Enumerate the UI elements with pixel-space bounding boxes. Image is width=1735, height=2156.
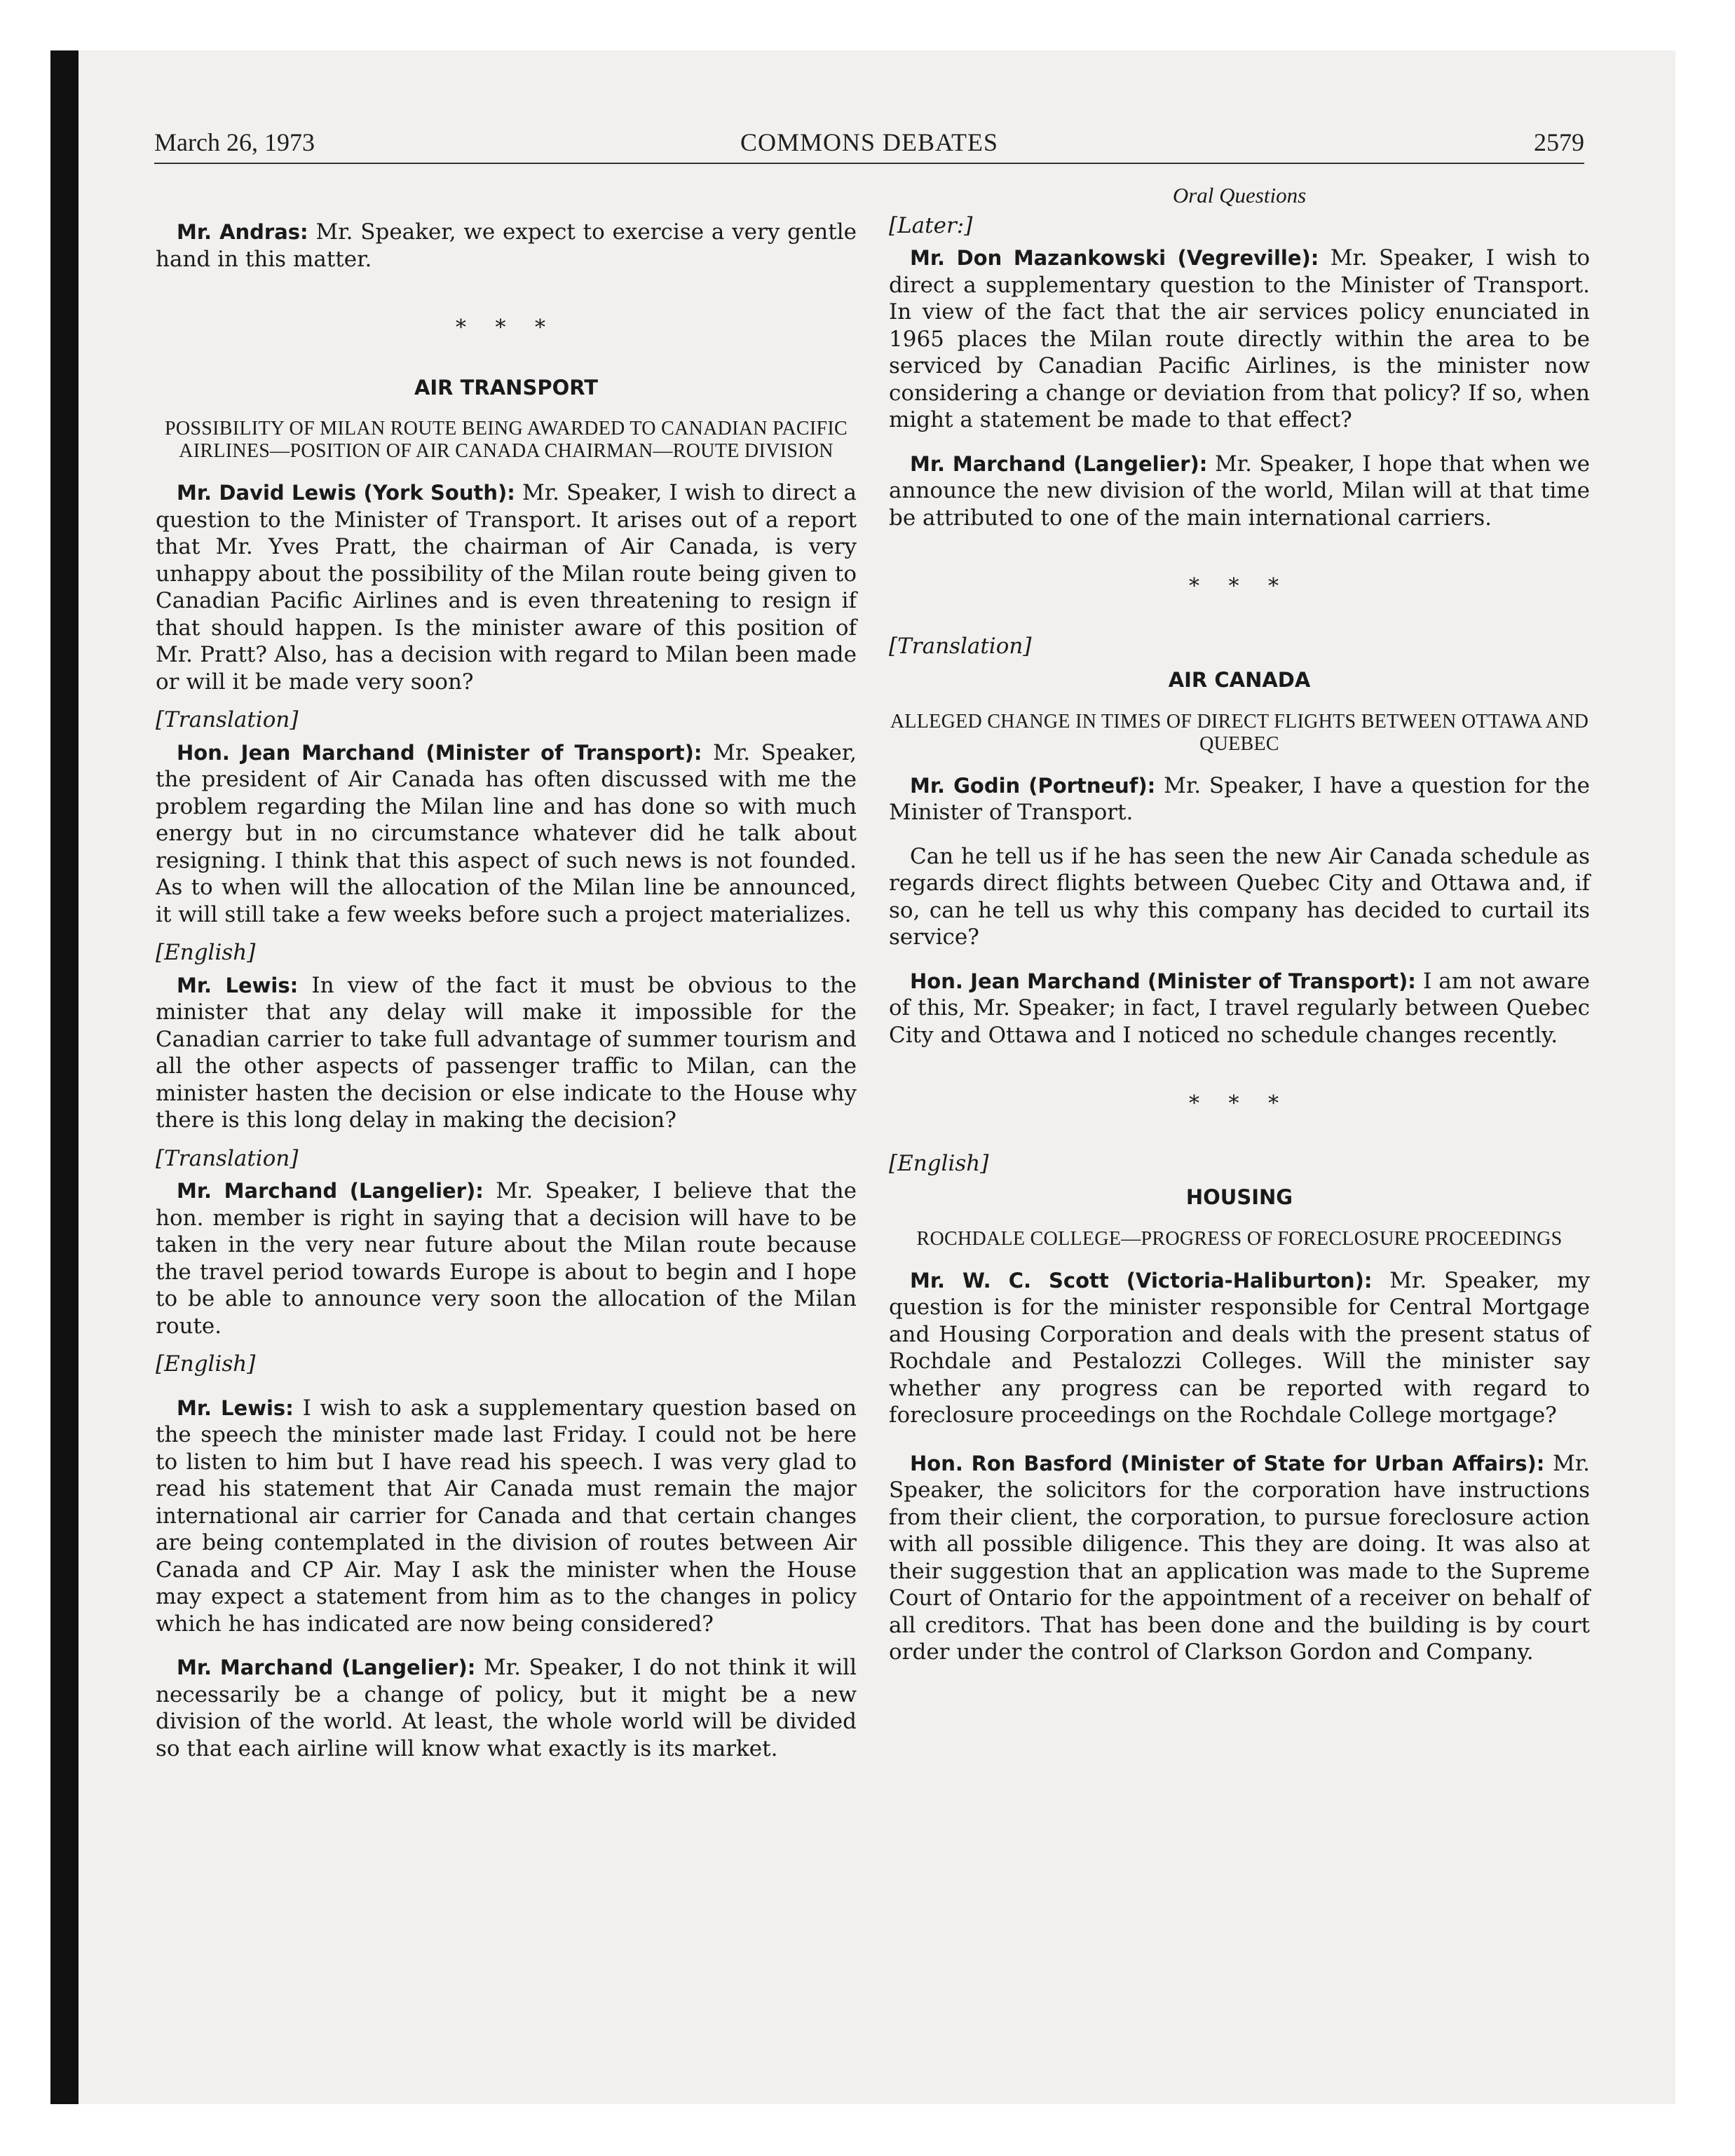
paragraph: [156, 479, 857, 695]
speaker-name: Mr. Marchand (Langelier):: [910, 451, 1208, 476]
language-tag: [Translation]: [889, 633, 1032, 659]
section-subtitle: ROCHDALE COLLEGE—PROGRESS OF FORECLOSURE PROCEEDINGS: [916, 1227, 1563, 1250]
section-title: HOUSING: [1185, 1185, 1293, 1209]
paragraph: [156, 739, 857, 929]
speech-text: In view of the fact it must be obvious to the minister that any delay will make it impossible for the Canadian carrier to take full advantage of summer tourism and all the other aspects of passenger traffic to Milan, can the minister hasten the decision or else indicate to the House why there is this long delay in making the decision?: [156, 972, 857, 1133]
page-header: [154, 128, 1584, 164]
header-page-number: 2579: [1534, 128, 1584, 156]
paragraph: [156, 1395, 857, 1638]
speech-text: Can he tell us if he has seen the new Air Canada schedule as regards direct flights between Quebec City and Ottawa and, if so, can he tell us why this company has decided to curtail its service?: [889, 843, 1590, 950]
paragraph: [889, 772, 1590, 826]
speaker-name: Mr. Lewis:: [177, 973, 299, 997]
speaker-name: Mr. Marchand (Langelier):: [177, 1656, 476, 1679]
paragraph: [889, 1450, 1590, 1666]
header-date: March 26, 1973: [154, 128, 315, 156]
speaker-name: Mr. Lewis:: [177, 1396, 294, 1420]
paragraph: [889, 843, 1590, 951]
section-title: AIR CANADA: [1168, 668, 1311, 692]
later-tag: [Later:]: [889, 212, 973, 238]
speech-text: Mr. Speaker, the solicitors for the corporation have instructions from their client, the corporation, to pursue foreclosure action with all possible diligence. This they are doing. It was also at their suggestion that an application was made to the Supreme Court of Ontario for the appointment of a receiver on behalf of all creditors. That has been done and the building is by court order under the control of Clarkson Gordon and Company.: [889, 1450, 1590, 1665]
speech-text: Mr. Speaker, I wish to direct a question to the Minister of Transport. It arises out of a report that Mr. Yves Pratt, the chairman of Air Canada, is very unhappy about the possibility of the Milan route being given to Canadian Pacific Airlines and is even threatening to resign if that should happen. Is the minister aware of this position of Mr. Pratt? Also, has a decision with regard to Milan been made or will it be made very soon?: [156, 480, 857, 695]
paragraph: [156, 1654, 857, 1762]
speaker-name: Hon. Jean Marchand (Minister of Transport):: [910, 969, 1416, 993]
speech-text: Mr. Speaker, I believe that the hon. member is right in saying that a decision will have to be taken in the very near future about the Milan route because the travel period towards Europe is about to begin and I hope to be able to announce very soon the allocation of the Milan route.: [156, 1178, 857, 1339]
section-subtitle: POSSIBILITY OF MILAN ROUTE BEING AWARDED TO CANADIAN PACIFIC AIRLINES—POSITION OF AIR CANADA CHAIRMAN—ROUTE DIVISION: [164, 418, 848, 462]
speech-text: Mr. Speaker, the president of Air Canada has often discussed with me the problem regarding the Milan line and has done so with much energy but in no circumstance whatever did he talk about resigning. I think that this aspect of such news is not founded. As to when will the allocation of the Milan line be announced, it will still take a few weeks before such a project materializes.: [156, 739, 857, 927]
speech-text: Mr. Speaker, I do not think it will necessarily be a change of policy, but it might be a new division of the world. At least, the whole world will be divided so that each airline will know what exactly is its market.: [156, 1655, 857, 1761]
speaker-name: Hon. Jean Marchand (Minister of Transport):: [177, 740, 702, 765]
language-tag: [Translation]: [156, 1145, 299, 1171]
language-tag: [English]: [889, 1150, 989, 1176]
scan-edge-bar: [50, 50, 79, 2104]
speaker-name: Mr. David Lewis (York South):: [177, 481, 515, 505]
paragraph: [156, 219, 857, 273]
language-tag: [English]: [156, 940, 256, 965]
speech-text: I am not aware of this, Mr. Speaker; in fact, I travel regularly between Quebec City and Ottawa and I noticed no schedule changes recently.: [889, 968, 1590, 1048]
right-column: [889, 175, 1590, 1677]
header-rule: [154, 163, 1584, 164]
speech-text: I wish to ask a supplementary question based on the speech the minister made last Friday. I could not be here to listen to him but I have read his speech. I was very glad to read his statement that Air Canada must remain the major international air carrier for Canada and that certain changes are being contemplated in the division of routes between Air Canada and CP Air. May I ask the minister when the House may expect a statement from him as to the changes in policy which he has indicated are now being considered?: [156, 1395, 857, 1637]
paragraph: [889, 451, 1590, 532]
speech-text: Mr. Speaker, I wish to direct a supplementary question to the Minister of Transport. In view of the fact that the air services policy enunciated in 1965 places the Milan route directly within the area to be serviced by Canadian Pacific Airlines, is the minister now considering a change or deviation from that policy? If so, when might a statement be made to that effect?: [889, 245, 1590, 432]
speaker-name: Mr. Andras:: [177, 220, 308, 244]
header-title: COMMONS DEBATES: [740, 128, 999, 156]
paragraph: [156, 972, 857, 1134]
section-separator: * * *: [1188, 574, 1291, 599]
section-separator: * * *: [455, 315, 557, 340]
paragraph: [889, 1267, 1590, 1429]
paragraph: [156, 1178, 857, 1339]
speech-text: Mr. Speaker, my question is for the minister responsible for Central Mortgage and Housing Corporation and deals with the present status of Rochdale and Pestalozzi Colleges. Will the minister say whether any progress can be reported with regard to foreclosure proceedings on the Rochdale College mortgage?: [889, 1267, 1590, 1428]
speech-text: Mr. Speaker, I have a question for the Minister of Transport.: [889, 772, 1590, 825]
paragraph: [889, 968, 1590, 1049]
speaker-name: Hon. Ron Basford (Minister of State for Urban Affairs):: [910, 1451, 1545, 1475]
language-tag: [English]: [156, 1351, 256, 1377]
section-subtitle: ALLEGED CHANGE IN TIMES OF DIRECT FLIGHTS BETWEEN OTTAWA AND QUEBEC: [890, 710, 1589, 755]
section-title: AIR TRANSPORT: [414, 375, 599, 400]
language-tag: [Translation]: [156, 707, 299, 732]
section-separator: * * *: [1188, 1091, 1291, 1116]
speaker-name: Mr. Don Mazankowski (Vegreville):: [910, 246, 1319, 270]
paragraph: [889, 245, 1590, 434]
speech-text: Mr. Speaker, I hope that when we announce the new division of the world, Milan will at that time be attributed to one of the main international carriers.: [889, 451, 1590, 531]
running-head: Oral Questions: [1172, 183, 1307, 207]
speech-text: Mr. Speaker, we expect to exercise a very gentle hand in this matter.: [156, 219, 857, 272]
speaker-name: Mr. Godin (Portneuf):: [910, 773, 1156, 798]
speaker-name: Mr. W. C. Scott (Victoria-Haliburton):: [910, 1268, 1373, 1292]
speaker-name: Mr. Marchand (Langelier):: [177, 1179, 484, 1203]
left-column: [156, 175, 857, 1773]
